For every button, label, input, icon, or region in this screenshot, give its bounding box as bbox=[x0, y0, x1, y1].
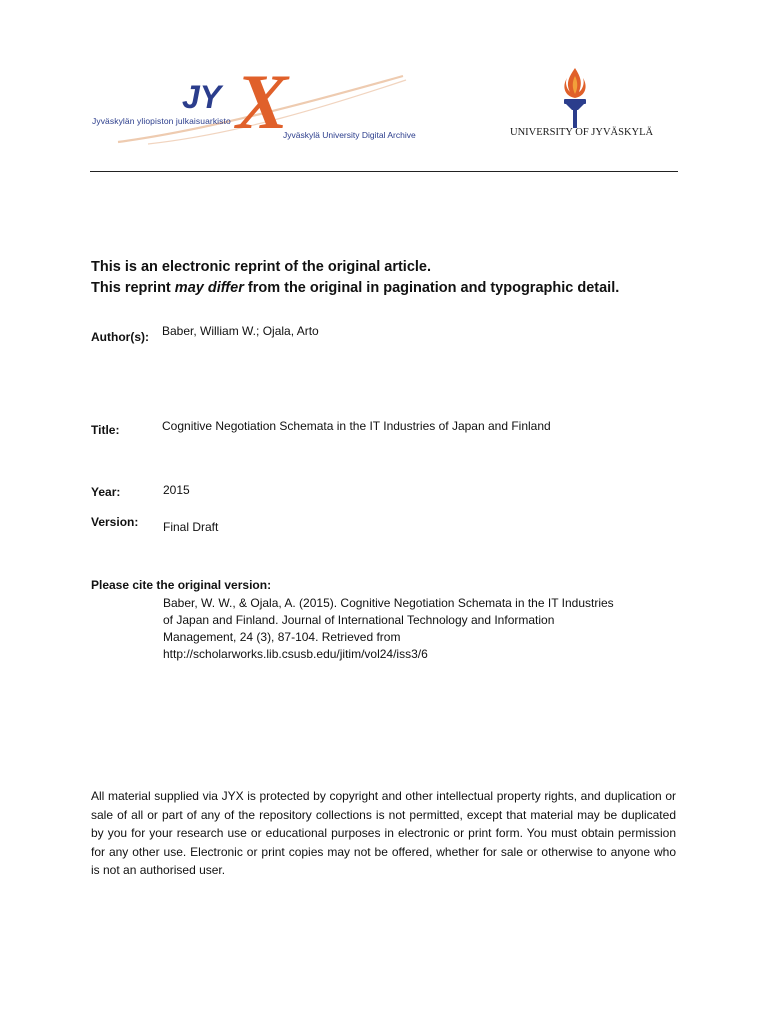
citation-line: of Japan and Finland. Journal of International Technology and Information bbox=[163, 613, 555, 627]
notice-text-pre: This reprint bbox=[91, 280, 175, 296]
citation-text bbox=[163, 595, 663, 663]
authors-value: Baber, William W.; Ojala, Arto bbox=[162, 324, 319, 338]
jyx-tagline-english: Jyväskylä University Digital Archive bbox=[283, 130, 416, 140]
reprint-notice-line-1: This is an electronic reprint of the original article. bbox=[91, 259, 432, 275]
version-value: Final Draft bbox=[163, 520, 219, 534]
notice-text-post: from the original in pagination and typographic detail. bbox=[243, 280, 620, 296]
university-name: UNIVERSITY OF JYVÄSKYLÄ bbox=[510, 127, 654, 138]
title-value: Cognitive Negotiation Schemata in the IT Industries of Japan and Finland bbox=[162, 419, 551, 433]
citation-label: Please cite the original version: bbox=[91, 578, 272, 592]
citation-line: Baber, W. W., & Ojala, A. (2015). Cognitive Negotiation Schemata in the IT Industries bbox=[163, 596, 614, 610]
citation-url: http://scholarworks.lib.csusb.edu/jitim/vol24/iss3/6 bbox=[163, 647, 428, 661]
year-value: 2015 bbox=[163, 483, 190, 497]
jyx-tagline-finnish: Jyväskylän yliopiston julkaisuarkisto bbox=[92, 116, 231, 126]
header-divider bbox=[90, 171, 678, 172]
title-label: Title: bbox=[91, 423, 120, 437]
citation-line: Management, 24 (3), 87-104. Retrieved from bbox=[163, 630, 401, 644]
copyright-disclaimer: All material supplied via JYX is protected by copyright and other intellectual property rights, and duplication or sale of all or part of any of the repository collections is not permitted, except that material may be duplicated by you for your research use or educational purposes in electronic or print form. You must obtain permission for any other use. Electronic or print copies may not be offered, whether for sale or otherwise to anyone who is not an authorised user. bbox=[91, 789, 676, 878]
university-torch-logo bbox=[548, 66, 602, 132]
authors-label: Author(s): bbox=[91, 330, 149, 344]
reprint-notice-line-2 bbox=[91, 280, 619, 296]
notice-text-emphasis: may differ bbox=[174, 280, 244, 296]
jyx-logo-letters: JY bbox=[182, 79, 222, 115]
version-label: Version: bbox=[91, 515, 139, 529]
jyx-logo-x: X bbox=[236, 60, 289, 145]
year-label: Year: bbox=[91, 485, 121, 499]
